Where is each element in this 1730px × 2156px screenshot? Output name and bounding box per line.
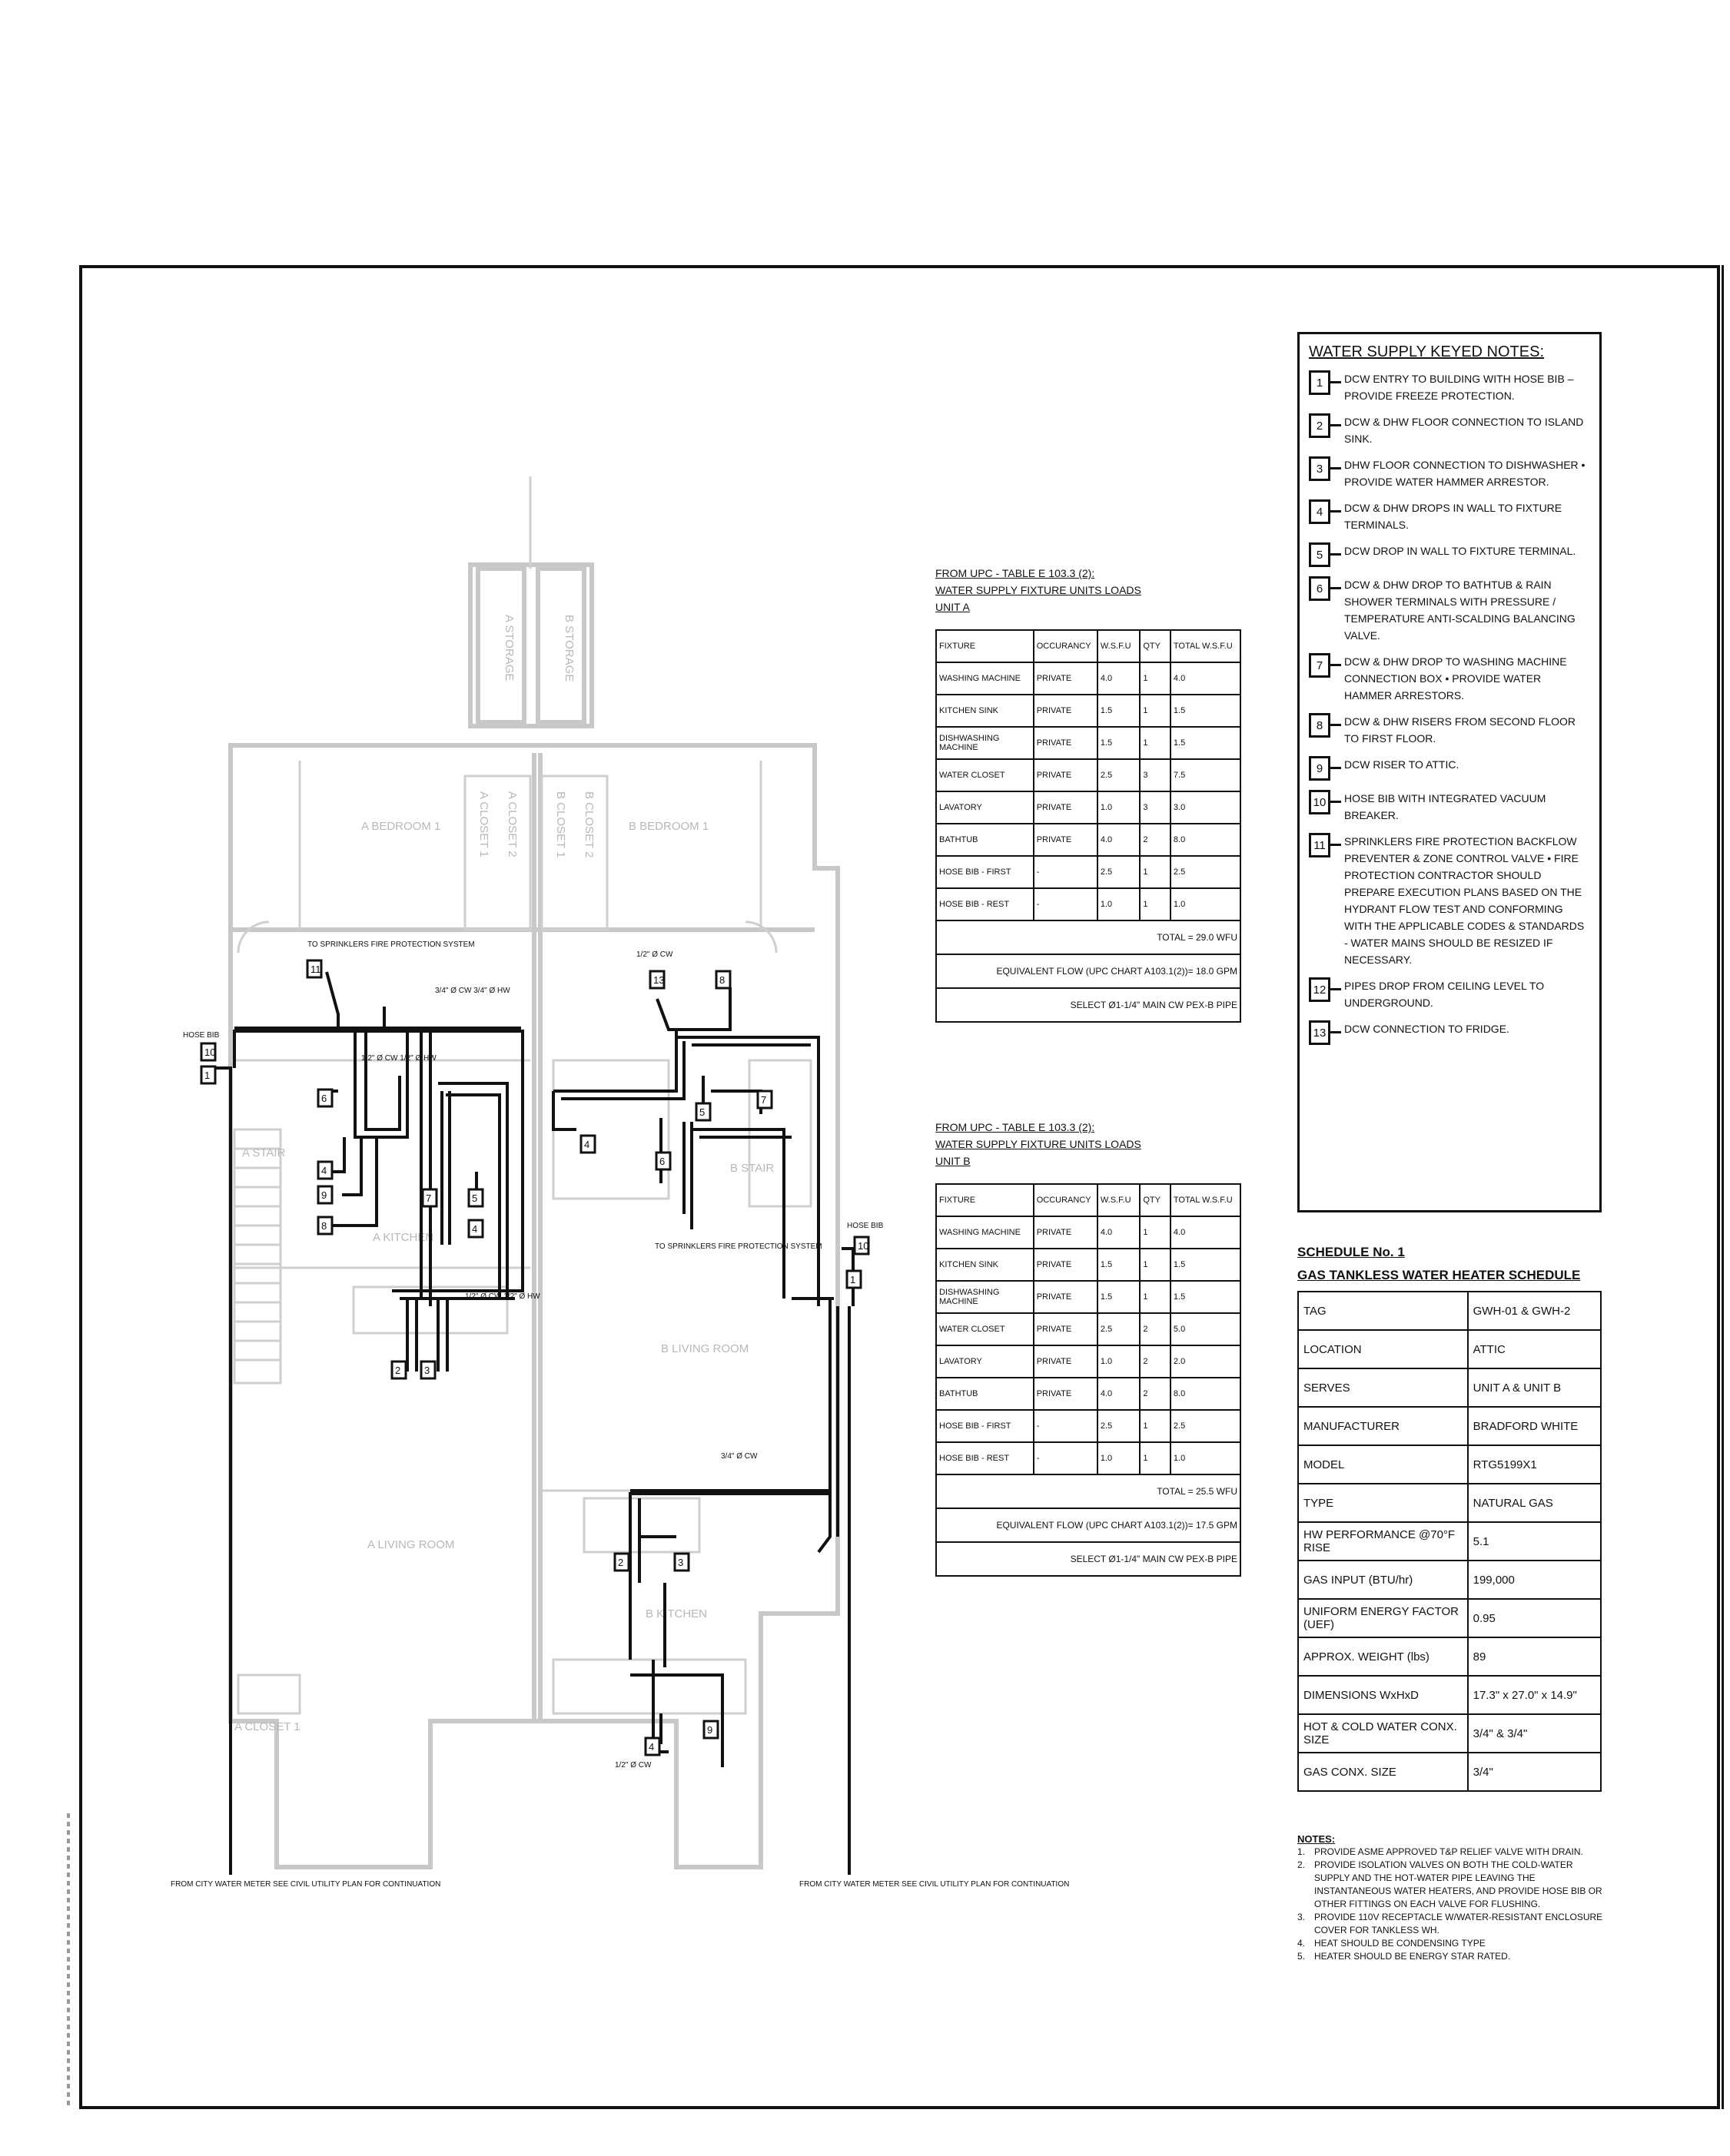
note-text: PIPES DROP FROM CEILING LEVEL TO UNDERGROUND. (1344, 980, 1545, 1009)
cell: 1 (1140, 695, 1170, 727)
keyed-note (1309, 1020, 1590, 1045)
table-row (1298, 1599, 1601, 1637)
cell: 1.0 (1097, 1442, 1140, 1474)
cell: 1.5 (1170, 1281, 1240, 1313)
cell: 199,000 (1468, 1561, 1601, 1599)
unit-b-heading-3: UNIT B (935, 1155, 971, 1167)
table-row (1298, 1368, 1601, 1407)
table-header-row (936, 1184, 1240, 1216)
table-row (936, 1281, 1240, 1313)
cell: TYPE (1298, 1484, 1468, 1522)
cell: - (1034, 1442, 1097, 1474)
list-item (1297, 1846, 1605, 1859)
table-row (936, 1442, 1240, 1474)
svg-text:1: 1 (850, 1274, 856, 1285)
keyed-note (1309, 576, 1590, 644)
cell: 1.5 (1170, 727, 1240, 759)
note-text: DHW FLOOR CONNECTION TO DISHWASHER • PROVIDE WATER HAMMER ARRESTOR. (1344, 459, 1586, 488)
cell: 1.5 (1170, 1249, 1240, 1281)
room-label-a-kitchen: A KITCHEN (373, 1231, 434, 1244)
keyed-note (1309, 413, 1590, 447)
note-number-tag: 11 (1309, 833, 1330, 857)
cell: - (1034, 1410, 1097, 1442)
room-labels (234, 615, 774, 1733)
cell: 3 (1140, 759, 1170, 791)
keyed-note (1309, 542, 1590, 567)
cell: 3/4" (1468, 1753, 1601, 1791)
cell: 0.95 (1468, 1599, 1601, 1637)
cell: 1 (1140, 727, 1170, 759)
svg-text:3: 3 (424, 1365, 430, 1376)
cell: 4.0 (1170, 662, 1240, 695)
cell: 1 (1140, 856, 1170, 888)
note-num: 4. (1297, 1938, 1306, 1949)
note-num: 1. (1297, 1846, 1306, 1857)
room-label-b-kitchen: B KITCHEN (646, 1607, 708, 1620)
note-num: 5. (1297, 1951, 1306, 1962)
cell: 2.5 (1170, 856, 1240, 888)
unit-a-heading-3: UNIT A (935, 601, 970, 613)
cell: PRIVATE (1034, 1281, 1097, 1313)
cell: 1 (1140, 1410, 1170, 1442)
cell: 2.5 (1097, 856, 1140, 888)
cell: UNIT A & UNIT B (1468, 1368, 1601, 1407)
note-text: HOSE BIB WITH INTEGRATED VACUUM BREAKER. (1344, 792, 1546, 821)
note-number-tag: 12 (1309, 977, 1330, 1002)
cell: KITCHEN SINK (936, 1249, 1034, 1281)
cell: BATHTUB (936, 1378, 1034, 1410)
select-row (936, 1542, 1240, 1576)
col-header: QTY (1140, 1184, 1170, 1216)
cell: GAS CONX. SIZE (1298, 1753, 1468, 1791)
cell: KITCHEN SINK (936, 695, 1034, 727)
cell: PRIVATE (1034, 1345, 1097, 1378)
table-row (936, 1249, 1240, 1281)
cell: PRIVATE (1034, 1249, 1097, 1281)
table-row (936, 727, 1240, 759)
room-label-b-living: B LIVING ROOM (661, 1342, 749, 1355)
cell: 1 (1140, 1281, 1170, 1313)
note-text: PROVIDE ISOLATION VALVES ON BOTH THE COLD-WATER SUPPLY AND THE HOT-WATER PIPE LEAVING THE INSTANTANEOUS WATER HEATERS, AND PROVIDE HOSE BIB OR OTHER FITTINGS ON EACH VALVE FOR FLUSHING. (1314, 1859, 1602, 1909)
cell: 4.0 (1097, 662, 1140, 695)
note-text: HEAT SHOULD BE CONDENSING TYPE (1314, 1938, 1486, 1949)
list-item (1297, 1911, 1605, 1937)
meter-label-left: FROM CITY WATER METER SEE CIVIL UTILITY PLAN FOR CONTINUATION (171, 1880, 441, 1889)
table-row (936, 1313, 1240, 1345)
svg-text:4: 4 (649, 1741, 655, 1753)
room-label-b-bedroom: B BEDROOM 1 (629, 820, 709, 833)
keyed-note (1309, 456, 1590, 490)
unit-a-heading-2: WATER SUPPLY FIXTURE UNITS LOADS (935, 584, 1141, 596)
table-row (936, 1345, 1240, 1378)
cell: 4.0 (1097, 1216, 1140, 1249)
total-row (936, 1474, 1240, 1508)
cell: HW PERFORMANCE @70°F RISE (1298, 1522, 1468, 1561)
cell: GAS INPUT (BTU/hr) (1298, 1561, 1468, 1599)
svg-text:2: 2 (395, 1365, 401, 1376)
svg-text:10: 10 (858, 1240, 869, 1252)
note-number-tag: 2 (1309, 413, 1330, 438)
cell: 7.5 (1170, 759, 1240, 791)
cell: HOSE BIB - REST (936, 888, 1034, 920)
cell: PRIVATE (1034, 1216, 1097, 1249)
unit-b-heading-2: WATER SUPPLY FIXTURE UNITS LOADS (935, 1138, 1141, 1150)
notes-heading: NOTES: (1297, 1833, 1336, 1845)
cell: PRIVATE (1034, 759, 1097, 791)
table-row (1298, 1292, 1601, 1330)
col-header: FIXTURE (936, 630, 1034, 662)
note-text: DCW ENTRY TO BUILDING WITH HOSE BIB – PROVIDE FREEZE PROTECTION. (1344, 373, 1574, 402)
cell: 2.5 (1170, 1410, 1240, 1442)
table-row (936, 791, 1240, 824)
note-text: DCW & DHW DROP TO BATHTUB & RAIN SHOWER TERMINALS WITH PRESSURE / TEMPERATURE ANTI-SCALDING BALANCING VALVE. (1344, 579, 1576, 642)
note-num: 2. (1297, 1859, 1306, 1870)
cell: 1 (1140, 1249, 1170, 1281)
col-header: QTY (1140, 630, 1170, 662)
cell: 2.0 (1170, 1345, 1240, 1378)
room-label-a-closet-bottom: A CLOSET 1 (234, 1720, 301, 1733)
unit-a-heading-1: FROM UPC - TABLE E 103.3 (2): (935, 567, 1095, 579)
note-text: DCW CONNECTION TO FRIDGE. (1344, 1023, 1509, 1035)
room-label-b-closet-1: B CLOSET 1 (554, 791, 567, 858)
cell: PRIVATE (1034, 791, 1097, 824)
cell: DISHWASHING MACHINE (936, 727, 1034, 759)
cell: 3 (1140, 791, 1170, 824)
col-header: TOTAL W.S.F.U (1170, 630, 1240, 662)
hose-bib-label-left: HOSE BIB (183, 1031, 220, 1040)
cell: 1.0 (1097, 791, 1140, 824)
room-label-a-stair: A STAIR (242, 1146, 286, 1159)
unit-a-fixture-table (935, 565, 1241, 1023)
table-row (1298, 1753, 1601, 1791)
table-row (1298, 1484, 1601, 1522)
table-row (936, 759, 1240, 791)
keyed-note (1309, 977, 1590, 1011)
cell: 89 (1468, 1637, 1601, 1676)
svg-text:5: 5 (472, 1192, 478, 1204)
pipe-size-label: 1/2" Ø CW (615, 1761, 652, 1770)
keyed-note (1309, 713, 1590, 747)
note-number-tag: 5 (1309, 542, 1330, 567)
select-cell: SELECT Ø1-1/4" MAIN CW PEX-B PIPE (936, 1542, 1240, 1576)
cell: LAVATORY (936, 791, 1034, 824)
svg-text:9: 9 (321, 1189, 327, 1201)
water-heater-schedule (1297, 1245, 1602, 1792)
cell: 8.0 (1170, 1378, 1240, 1410)
svg-text:6: 6 (321, 1093, 327, 1104)
cell: RTG5199X1 (1468, 1445, 1601, 1484)
cell: 2.5 (1097, 1313, 1140, 1345)
total-cell: TOTAL = 29.0 WFU (936, 920, 1240, 954)
table-row (1298, 1676, 1601, 1714)
cell: 1 (1140, 888, 1170, 920)
schedule-title: SCHEDULE No. 1 (1297, 1245, 1405, 1259)
table-row (936, 695, 1240, 727)
note-text: HEATER SHOULD BE ENERGY STAR RATED. (1314, 1951, 1511, 1962)
room-label-a-closet-1: A CLOSET 1 (477, 791, 490, 857)
title-block-strip (1722, 265, 1730, 2109)
svg-text:4: 4 (321, 1165, 327, 1176)
svg-text:8: 8 (321, 1220, 327, 1232)
svg-text:1: 1 (204, 1070, 211, 1081)
keyed-note (1309, 499, 1590, 533)
unit-b-heading-1: FROM UPC - TABLE E 103.3 (2): (935, 1121, 1095, 1133)
cell: 1.5 (1170, 695, 1240, 727)
note-number-tag: 3 (1309, 456, 1330, 481)
flow-row (936, 1508, 1240, 1542)
cell: BRADFORD WHITE (1468, 1407, 1601, 1445)
note-text: DCW & DHW DROP TO WASHING MACHINE CONNECTION BOX • PROVIDE WATER HAMMER ARRESTORS. (1344, 655, 1567, 702)
cell: - (1034, 888, 1097, 920)
keyed-note (1309, 790, 1590, 824)
flow-cell: EQUIVALENT FLOW (UPC CHART A103.1(2))= 18.0 GPM (936, 954, 1240, 988)
note-text: DCW & DHW RISERS FROM SECOND FLOOR TO FIRST FLOOR. (1344, 715, 1576, 745)
svg-text:7: 7 (761, 1094, 767, 1106)
note-text: SPRINKLERS FIRE PROTECTION BACKFLOW PREVENTER & ZONE CONTROL VALVE • FIRE PROTECTION CONTRACTOR SHOULD PREPARE EXECUTION PLANS BASED ON THE HYDRANT FLOW TEST AND CONFORMING WITH THE APPLICABLE CODES & STANDARDS - WATER MAINS SHOULD BE RESIZED IF NECESSARY. (1344, 835, 1585, 966)
cell: UNIFORM ENERGY FACTOR (UEF) (1298, 1599, 1468, 1637)
col-header: W.S.F.U (1097, 1184, 1140, 1216)
cell: 2 (1140, 1345, 1170, 1378)
note-text: PROVIDE ASME APPROVED T&P RELIEF VALVE WITH DRAIN. (1314, 1846, 1583, 1857)
table-row (1298, 1330, 1601, 1368)
flow-row (936, 954, 1240, 988)
cell: WASHING MACHINE (936, 662, 1034, 695)
list-item (1297, 1950, 1605, 1963)
table-row (1298, 1714, 1601, 1753)
cell: 1.5 (1097, 1281, 1140, 1313)
cell: 1.0 (1170, 888, 1240, 920)
cell: MODEL (1298, 1445, 1468, 1484)
select-cell: SELECT Ø1-1/4" MAIN CW PEX-B PIPE (936, 988, 1240, 1022)
note-text: DCW & DHW FLOOR CONNECTION TO ISLAND SINK. (1344, 416, 1584, 445)
pipe-size-label: 1/2" Ø CW (636, 950, 673, 959)
cell: SERVES (1298, 1368, 1468, 1407)
keyed-note (1309, 833, 1590, 968)
cell: 1.5 (1097, 695, 1140, 727)
cell: 2 (1140, 824, 1170, 856)
cell: 8.0 (1170, 824, 1240, 856)
unit-b-fixture-table (935, 1119, 1241, 1577)
svg-text:4: 4 (584, 1139, 590, 1150)
table-row (1298, 1407, 1601, 1445)
table-row (1298, 1637, 1601, 1676)
note-number-tag: 6 (1309, 576, 1330, 601)
cell: 2 (1140, 1378, 1170, 1410)
table-row (936, 662, 1240, 695)
list-item (1297, 1937, 1605, 1950)
table-row (1298, 1445, 1601, 1484)
svg-text:10: 10 (204, 1046, 216, 1058)
pipe-size-label: 3/4" Ø CW (721, 1452, 758, 1461)
cell: 2.5 (1097, 1410, 1140, 1442)
table-row (936, 1378, 1240, 1410)
svg-text:13: 13 (653, 974, 665, 986)
note-text: DCW DROP IN WALL TO FIXTURE TERMINAL. (1344, 545, 1576, 557)
cell: APPROX. WEIGHT (lbs) (1298, 1637, 1468, 1676)
keyed-note (1309, 370, 1590, 404)
svg-text:9: 9 (707, 1724, 713, 1736)
cell: 1.5 (1097, 1249, 1140, 1281)
total-row (936, 920, 1240, 954)
table-row (936, 1410, 1240, 1442)
col-header: W.S.F.U (1097, 630, 1140, 662)
cell: 2 (1140, 1313, 1170, 1345)
cell: 2.5 (1097, 759, 1140, 791)
note-number-tag: 9 (1309, 756, 1330, 781)
table-header-row (936, 630, 1240, 662)
col-header: FIXTURE (936, 1184, 1034, 1216)
cell: PRIVATE (1034, 1313, 1097, 1345)
list-item (1297, 1859, 1605, 1911)
room-label-b-storage: B STORAGE (563, 615, 576, 682)
note-text: DCW RISER TO ATTIC. (1344, 758, 1459, 771)
note-number-tag: 8 (1309, 713, 1330, 738)
cell: MANUFACTURER (1298, 1407, 1468, 1445)
cell: 1 (1140, 1216, 1170, 1249)
note-text: DCW & DHW DROPS IN WALL TO FIXTURE TERMINALS. (1344, 502, 1562, 531)
cell: HOT & COLD WATER CONX. SIZE (1298, 1714, 1468, 1753)
note-num: 3. (1297, 1912, 1306, 1922)
room-label-a-closet-2: A CLOSET 2 (506, 791, 519, 857)
table-row (936, 856, 1240, 888)
cell: PRIVATE (1034, 727, 1097, 759)
pipe-size-label: 1/2" Ø CW 1/2" Ø HW (361, 1054, 437, 1063)
note-text: PROVIDE 110V RECEPTACLE W/WATER-RESISTANT ENCLOSURE COVER FOR TANKLESS WH. (1314, 1912, 1603, 1935)
note-number-tag: 13 (1309, 1020, 1330, 1045)
cell: 3.0 (1170, 791, 1240, 824)
svg-text:5: 5 (699, 1106, 706, 1118)
note-number-tag: 1 (1309, 370, 1330, 395)
cell: WATER CLOSET (936, 759, 1034, 791)
table-row (1298, 1522, 1601, 1561)
schedule-notes (1297, 1833, 1605, 1963)
table-row (936, 824, 1240, 856)
cell: PRIVATE (1034, 1378, 1097, 1410)
svg-text:8: 8 (719, 974, 726, 986)
svg-text:4: 4 (472, 1223, 478, 1235)
note-number-tag: 7 (1309, 653, 1330, 678)
cell: TAG (1298, 1292, 1468, 1330)
cell: PRIVATE (1034, 824, 1097, 856)
pipe-size-label: 3/4" Ø CW 3/4" Ø HW (435, 987, 510, 995)
cell: PRIVATE (1034, 662, 1097, 695)
water-piping (208, 972, 856, 1875)
keyed-notes-title: WATER SUPPLY KEYED NOTES: (1309, 343, 1544, 360)
sprinkler-label-left: TO SPRINKLERS FIRE PROTECTION SYSTEM (307, 940, 475, 949)
cell: NATURAL GAS (1468, 1484, 1601, 1522)
pipe-size-label: 1/2" Ø CW 1/2" Ø HW (465, 1292, 540, 1301)
cell: 1.0 (1170, 1442, 1240, 1474)
cell: LOCATION (1298, 1330, 1468, 1368)
room-label-a-storage: A STORAGE (503, 615, 516, 682)
cell: 1.0 (1097, 1345, 1140, 1378)
sprinkler-label-right: TO SPRINKLERS FIRE PROTECTION SYSTEM (655, 1242, 822, 1251)
svg-text:11: 11 (310, 964, 321, 975)
col-header: TOTAL W.S.F.U (1170, 1184, 1240, 1216)
cell: HOSE BIB - FIRST (936, 856, 1034, 888)
cell: 17.3" x 27.0" x 14.9" (1468, 1676, 1601, 1714)
keyed-note (1309, 756, 1590, 781)
cell: 1 (1140, 1442, 1170, 1474)
flow-cell: EQUIVALENT FLOW (UPC CHART A103.1(2))= 17.5 GPM (936, 1508, 1240, 1542)
table-row (936, 888, 1240, 920)
room-label-a-living: A LIVING ROOM (367, 1538, 455, 1551)
svg-text:3: 3 (678, 1557, 684, 1568)
note-number-tag: 4 (1309, 499, 1330, 524)
cell: DISHWASHING MACHINE (936, 1281, 1034, 1313)
cell: BATHTUB (936, 824, 1034, 856)
cell: 1.0 (1097, 888, 1140, 920)
note-number-tag: 10 (1309, 790, 1330, 814)
meter-label-right: FROM CITY WATER METER SEE CIVIL UTILITY PLAN FOR CONTINUATION (799, 1880, 1070, 1889)
cell: DIMENSIONS WxHxD (1298, 1676, 1468, 1714)
vertical-margin-mark (61, 1813, 75, 2105)
water-supply-keyed-notes (1297, 332, 1602, 1212)
cell: 4.0 (1097, 824, 1140, 856)
total-cell: TOTAL = 25.5 WFU (936, 1474, 1240, 1508)
svg-text:7: 7 (426, 1192, 432, 1204)
cell: ATTIC (1468, 1330, 1601, 1368)
svg-text:6: 6 (659, 1156, 666, 1167)
col-header: OCCURANCY (1034, 630, 1097, 662)
schedule-subtitle: GAS TANKLESS WATER HEATER SCHEDULE (1297, 1268, 1581, 1282)
svg-text:2: 2 (618, 1557, 624, 1568)
cell: WATER CLOSET (936, 1313, 1034, 1345)
cell: LAVATORY (936, 1345, 1034, 1378)
cell: WASHING MACHINE (936, 1216, 1034, 1249)
cell: 5.1 (1468, 1522, 1601, 1561)
keyed-note (1309, 653, 1590, 704)
table-row (1298, 1561, 1601, 1599)
cell: PRIVATE (1034, 695, 1097, 727)
cell: 5.0 (1170, 1313, 1240, 1345)
col-header: OCCURANCY (1034, 1184, 1097, 1216)
cell: 1 (1140, 662, 1170, 695)
table-row (936, 1216, 1240, 1249)
cell: GWH-01 & GWH-2 (1468, 1292, 1601, 1330)
cell: 4.0 (1097, 1378, 1140, 1410)
cell: HOSE BIB - FIRST (936, 1410, 1034, 1442)
cell: HOSE BIB - REST (936, 1442, 1034, 1474)
hose-bib-label-right: HOSE BIB (847, 1222, 884, 1230)
cell: 1.5 (1097, 727, 1140, 759)
cell: 3/4" & 3/4" (1468, 1714, 1601, 1753)
room-label-b-stair: B STAIR (730, 1162, 775, 1175)
room-label-a-bedroom: A BEDROOM 1 (361, 820, 441, 833)
select-row (936, 988, 1240, 1022)
room-label-b-closet-2: B CLOSET 2 (583, 791, 596, 858)
cell: 4.0 (1170, 1216, 1240, 1249)
cell: - (1034, 856, 1097, 888)
